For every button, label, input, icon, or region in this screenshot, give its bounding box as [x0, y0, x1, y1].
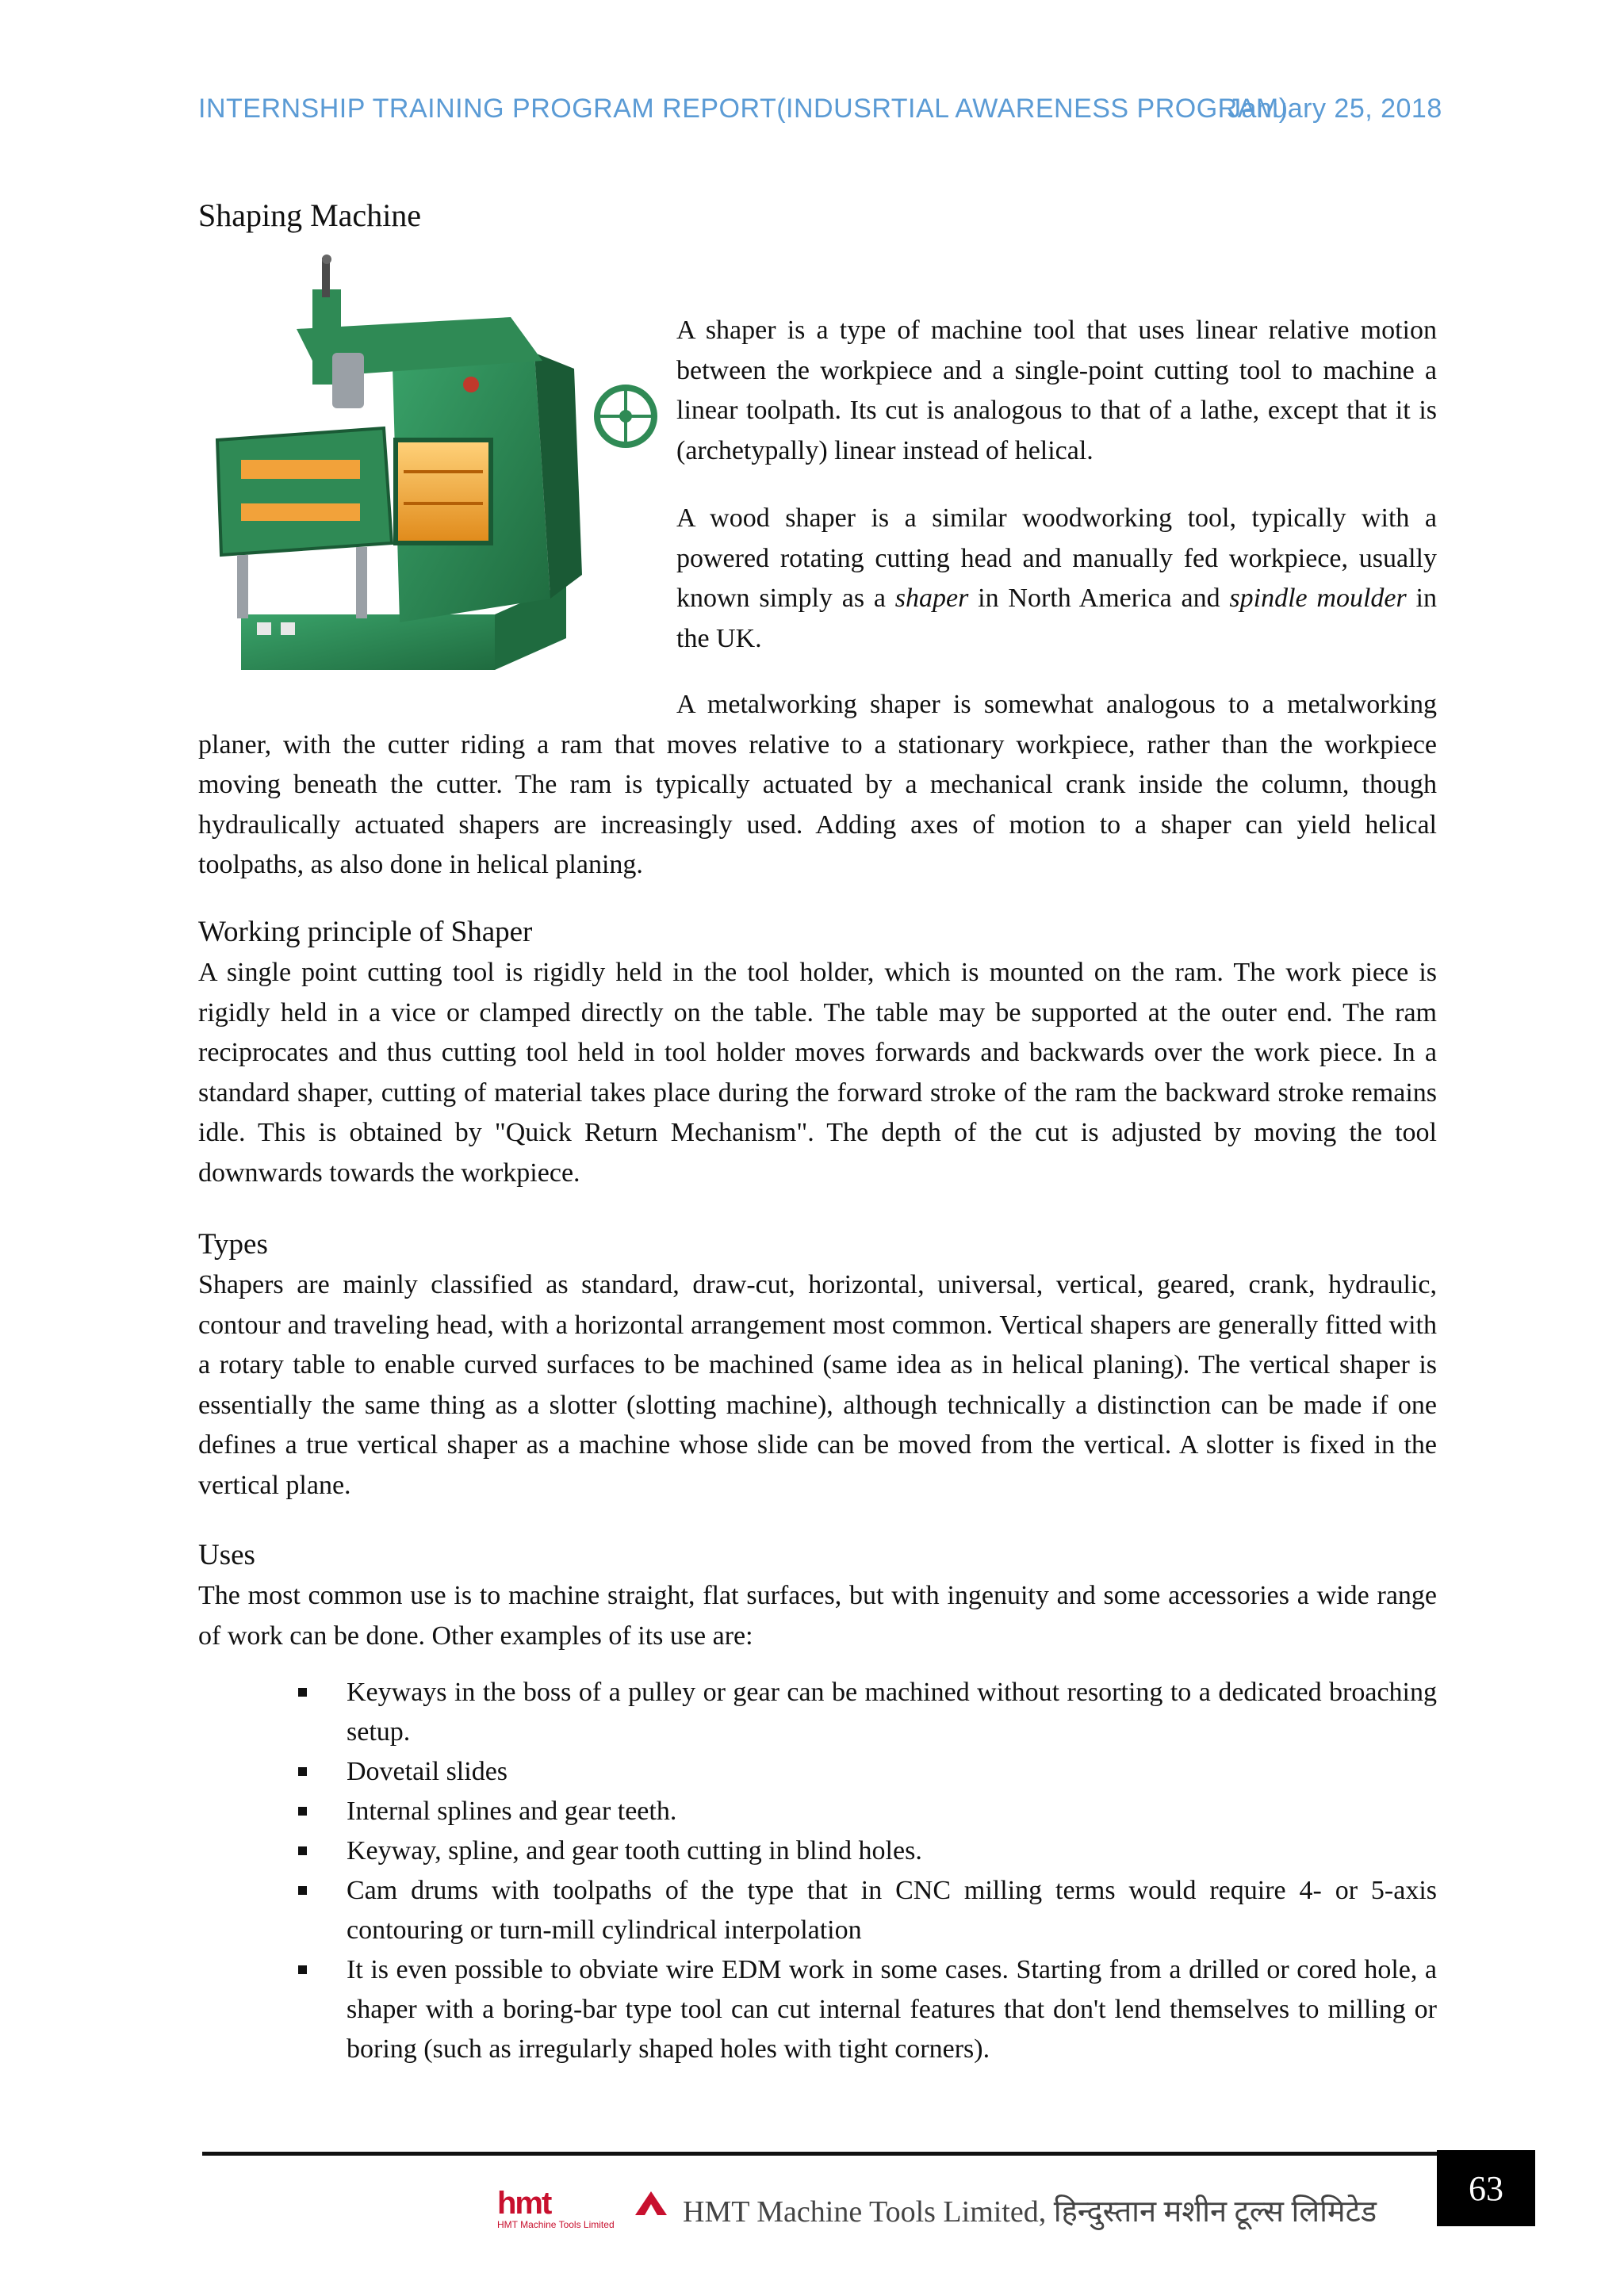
- list-item-text: Internal splines and gear teeth.: [347, 1797, 677, 1826]
- bullet-icon: [298, 1767, 307, 1776]
- metalworking-shaper-paragraph: A metalworking shaper is somewhat analogous to a metalworking planer, with the cutter riding a ram that moves relative to a stationary workpiece, rather than the workpiece moving beneath the cutter. The ram is typically actuated by a mechanical crank inside the column, though hydraulically actuated shapers are increasingly used. Adding axes of motion to a shaper can yield helical toolpaths, as also done in helical planing.: [198, 690, 1437, 879]
- bullet-icon: [298, 1807, 307, 1816]
- list-item: [198, 1950, 1437, 2069]
- heading-shaping-machine: Shaping Machine: [198, 197, 422, 233]
- wood-shaper-paragraph: [676, 499, 1437, 659]
- footer: [496, 2187, 1377, 2231]
- bullet-icon: [298, 1846, 307, 1855]
- list-item: [198, 1792, 1437, 1831]
- list-item-text: Keyway, spline, and gear tooth cutting in blind holes.: [347, 1836, 922, 1866]
- bullet-icon: [298, 1886, 307, 1895]
- shaper-definition-paragraph: A shaper is a type of machine tool that uses linear relative motion between the workpiece and a single-point cutting tool to machine a linear toolpath. Its cut is analogous to that of a lathe, except that it is (archetypally) linear instead of helical.: [676, 316, 1437, 465]
- bullet-icon: [298, 1688, 307, 1697]
- wood-shaper-text-c: in the UK.: [676, 584, 1437, 653]
- footer-company-text: HMT Machine Tools Limited, हिन्दुस्तान मशीन टूल्स लिमिटेड: [683, 2195, 1377, 2229]
- types-paragraph: Shapers are mainly classified as standard, draw-cut, horizontal, universal, vertical, geared, crank, hydraulic, contour and traveling head, with a horizontal arrangement most common. Vertical shapers are generally fitted with a rotary table to enable curved surfaces to be machined (same idea as in helical planing). The vertical shaper is essentially the same thing as a slotter (slotting machine), although technically a distinction can be made if one defines a true vertical shaper as a machine whose slide can be moved from the vertical. A slotter is fixed in the vertical plane.: [198, 1270, 1437, 1500]
- page-number: 63: [1437, 2150, 1535, 2226]
- svg-text:HMT Machine Tools Limited: HMT Machine Tools Limited: [497, 2219, 615, 2230]
- heading-types: Types: [198, 1228, 268, 1261]
- wood-shaper-text-b: in North America and: [968, 584, 1230, 613]
- list-item-text: Cam drums with toolpaths of the type that in CNC milling terms would require 4- or 5-axis contouring or turn-mill cylindrical interpolation: [347, 1876, 1437, 1945]
- wood-shaper-em-spindle: spindle moulder: [1229, 584, 1407, 613]
- svg-text:hmt: hmt: [497, 2187, 551, 2221]
- list-item-text: Dovetail slides: [347, 1757, 508, 1786]
- list-item: [198, 1871, 1437, 1950]
- list-item: [198, 1673, 1437, 1752]
- shaping-machine-image: [193, 242, 663, 686]
- wood-shaper-em-shaper: shaper: [894, 584, 969, 613]
- heading-working-principle: Working principle of Shaper: [198, 916, 533, 948]
- footer-divider: [202, 2152, 1535, 2156]
- header-title: INTERNSHIP TRAINING PROGRAM REPORT(INDUSRTIAL AWARENESS PROGRAM): [198, 94, 1289, 124]
- uses-paragraph: The most common use is to machine straight, flat surfaces, but with ingenuity and some accessories a wide range of work can be done. Other examples of its use are:: [198, 1581, 1437, 1651]
- list-item-text: It is even possible to obviate wire EDM work in some cases. Starting from a drilled or cored hole, a shaper with a boring-bar type tool can cut internal features that don't lend themselves to milling or boring (such as irregularly shaped holes with tight corners).: [347, 1955, 1437, 2064]
- heading-uses: Uses: [198, 1539, 255, 1571]
- uses-list: [198, 1673, 1437, 2069]
- wood-shaper-text-a: A wood shaper is a similar woodworking tool, typically with a powered rotating cutting head and manually fed workpiece, usually known simply as a: [676, 503, 1437, 613]
- header-date: January 25, 2018: [1228, 94, 1442, 124]
- list-item: [198, 1831, 1437, 1871]
- list-item-text: Keyways in the boss of a pulley or gear can be machined without resorting to a dedicated broaching setup.: [347, 1678, 1437, 1747]
- working-principle-paragraph: A single point cutting tool is rigidly held in the tool holder, which is mounted on the ram. The work piece is rigidly held in a vice or clamped directly on the table. The table may be supported at the outer end. The ram reciprocates and thus cutting tool held in tool holder moves forwards and backwards over the work piece. In a standard shaper, cutting of material takes place during the forward stroke of the ram the backward stroke remains idle. This is obtained by "Quick Return Mechanism". The depth of the cut is adjusted by moving the tool downwards towards the workpiece.: [198, 958, 1437, 1188]
- list-item: [198, 1752, 1437, 1792]
- hmt-logo: [496, 2187, 678, 2231]
- bullet-icon: [298, 1965, 307, 1974]
